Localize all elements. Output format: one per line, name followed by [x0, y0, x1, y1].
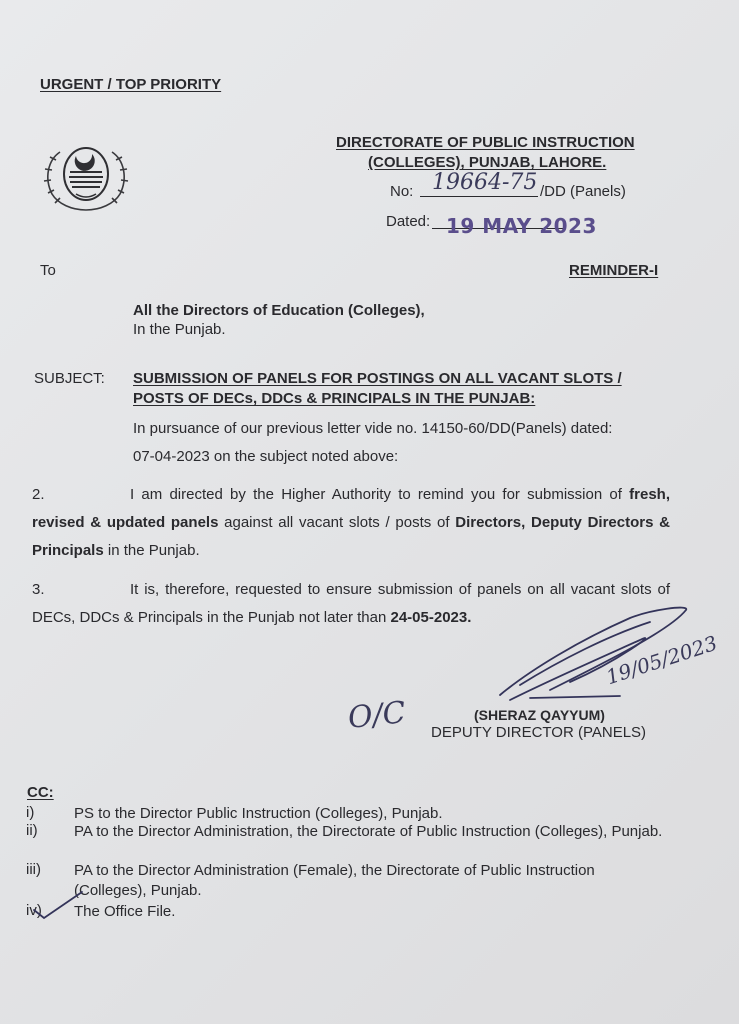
signatory-name: (SHERAZ QAYYUM) — [474, 707, 605, 723]
signatory-title: DEPUTY DIRECTOR (PANELS) — [431, 724, 647, 741]
cc-label: CC: — [27, 784, 54, 801]
paragraph-3-number: 3. — [32, 581, 45, 598]
letter-number-handwritten: 19664-75 — [432, 170, 538, 195]
subject-line2: POSTS OF DECs, DDCs & PRINCIPALS IN THE PUNJAB: — [133, 390, 536, 407]
paragraph-3: 3. It is, therefore, requested to ensure submission of panels on all vacant slots of DECs, DDCs & Principals in the Punjab not later than 24-05-2023. — [32, 576, 670, 632]
to-label: To — [40, 262, 56, 279]
letter-number-suffix: /DD (Panels) — [540, 183, 626, 200]
dated-label: Dated: — [386, 213, 431, 230]
recipient-line2: In the Punjab. — [133, 321, 226, 338]
office-name-line1: DIRECTORATE OF PUBLIC INSTRUCTION — [336, 134, 635, 151]
signature-handwritten-date: 19/05/2023 — [603, 630, 721, 690]
recipient-line1: All the Directors of Education (Colleges), — [133, 302, 425, 319]
date-stamp: 19 MAY 2023 — [446, 214, 597, 238]
subject-line1: SUBMISSION OF PANELS FOR POSTINGS ON ALL VACANT SLOTS / — [133, 370, 622, 387]
letter-number-label: No: — [390, 183, 414, 200]
intro-line2: 07-04-2023 on the subject noted above: — [133, 448, 399, 465]
reminder-label: REMINDER-I — [569, 262, 659, 279]
office-name-line2: (COLLEGES), PUNJAB, LAHORE. — [368, 154, 607, 171]
check-mark-icon — [28, 888, 88, 922]
paragraph-2: 2. I am directed by the Higher Authority to remind you for submission of fresh, revised & updated panels against all vacant slots / posts of Directors, Deputy Directors & Principals in the Punjab. — [32, 481, 670, 565]
urgent-label: URGENT / TOP PRIORITY — [40, 76, 222, 93]
letter-number-underline — [420, 196, 538, 197]
paragraph-2-number: 2. — [32, 486, 45, 503]
punjab-govt-emblem-icon — [38, 138, 134, 216]
intro-line1: In pursuance of our previous letter vide no. 14150-60/DD(Panels) dated: — [133, 420, 613, 437]
subject-label: SUBJECT: — [34, 370, 105, 387]
oc-handwritten-mark: O/C — [346, 695, 408, 736]
